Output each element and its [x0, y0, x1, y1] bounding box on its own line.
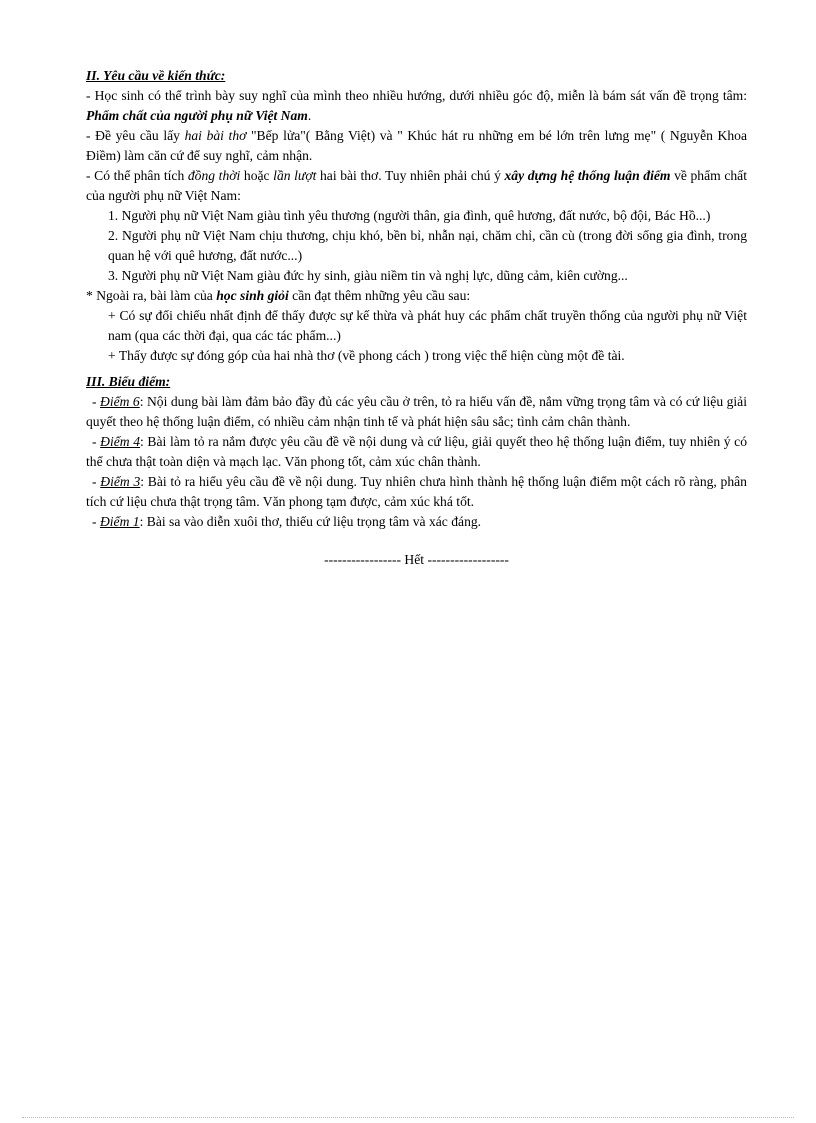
requirement-2-text-b: "Bếp lửa"( Bằng Việt) và " Khúc hát ru những em bé lớn trên lưng mẹ" ( Nguyễn Khoa Điềm) làm căn cứ để suy nghĩ, cảm nhận.: [86, 128, 747, 163]
requirement-3-text-d: về phẩm chất của người phụ nữ Việt Nam:: [86, 168, 747, 203]
requirement-2-emphasis: hai bài thơ: [184, 128, 247, 143]
document-page: [86, 66, 747, 570]
requirement-1-emphasis: Phẩm chất của người phụ nữ Việt Nam: [86, 108, 308, 123]
requirement-3-emphasis-c: xây dựng hệ thống luận điểm: [504, 168, 671, 183]
score-row-6: [86, 392, 747, 432]
section-2-heading: II. Yêu cầu về kiến thức:: [86, 68, 226, 83]
requirement-3-text-b: hoặc: [240, 168, 274, 183]
requirement-paragraph-1: [86, 86, 747, 126]
score-4-text: : Bài làm tỏ ra nắm được yêu cầu đề về nội dung và cứ liệu, giải quyết theo hệ thống luận điểm, tuy nhiên ý có thể chưa thật toàn diện và mạch lạc. Văn phong tốt, cảm xúc chân thành.: [86, 434, 747, 469]
end-marker: ----------------- Hết ------------------: [324, 552, 509, 567]
requirement-3-emphasis-a: đồng thời: [187, 168, 241, 183]
score-3-text: : Bài tỏ ra hiểu yêu cầu đề về nội dung. Tuy nhiên chưa hình thành hệ thống luận điểm một cách rõ ràng, phân tích cứ liệu chưa thật trọng tâm. Văn phong tạm được, cảm xúc khá tốt.: [86, 474, 747, 509]
score-row-3: [86, 472, 747, 512]
requirement-1-text: - Học sinh có thể trình bày suy nghĩ của mình theo nhiều hướng, dưới nhiều góc độ, miễn là bám sát vấn đề trọng tâm:: [86, 88, 747, 103]
score-3-prefix: -: [92, 474, 101, 489]
advanced-requirement: [86, 286, 747, 306]
requirement-paragraph-2: [86, 126, 747, 166]
requirement-2-text-a: - Đề yêu cầu lấy: [86, 128, 185, 143]
score-6-prefix: -: [92, 394, 101, 409]
requirement-3-emphasis-b: lần lượt: [273, 168, 317, 183]
requirement-3-text-c: hai bài thơ. Tuy nhiên phải chú ý: [316, 168, 505, 183]
score-1-prefix: -: [92, 514, 100, 529]
advanced-text-a: * Ngoài ra, bài làm của: [86, 288, 217, 303]
page-bottom-divider: [22, 1117, 794, 1118]
quality-item-1: 1. Người phụ nữ Việt Nam giàu tình yêu thương (người thân, gia đình, quê hương, đất nước, bộ đội, Bác Hồ...): [108, 208, 711, 223]
advanced-emphasis: học sinh giỏi: [216, 288, 289, 303]
advanced-text-b: cần đạt thêm những yêu cầu sau:: [288, 288, 471, 303]
score-4-label: Điểm 4: [100, 434, 141, 449]
score-1-label: Điểm 1: [99, 514, 140, 529]
quality-item-2: 2. Người phụ nữ Việt Nam chịu thương, chịu khó, bền bỉ, nhẫn nại, chăm chỉ, cần cù (trong đời sống gia đình, trong quan hệ với quê hương, đất nước...): [108, 228, 747, 263]
advanced-item-2: + Thấy được sự đóng góp của hai nhà thơ (về phong cách ) trong việc thể hiện cùng một đề tài.: [108, 348, 625, 363]
score-6-label: Điểm 6: [100, 394, 140, 409]
quality-item-3: 3. Người phụ nữ Việt Nam giàu đức hy sinh, giàu niềm tin và nghị lực, dũng cảm, kiên cường...: [108, 268, 628, 283]
section-3-heading: III. Biểu điểm:: [86, 374, 171, 389]
requirement-paragraph-3: [86, 166, 747, 206]
score-4-prefix: -: [92, 434, 101, 449]
score-6-text: : Nội dung bài làm đảm bảo đầy đủ các yêu cầu ở trên, tỏ ra hiểu vấn đề, nắm vững trọng tâm và có cứ liệu giải quyết theo hệ thống luận điểm, có nhiều cảm nhận tinh tế và phát hiện sâu sắc; tình cảm chân thành.: [86, 394, 747, 429]
requirement-1-end: .: [307, 108, 312, 123]
score-3-label: Điểm 3: [100, 474, 141, 489]
score-row-4: [86, 432, 747, 472]
score-1-text: : Bài sa vào diễn xuôi thơ, thiếu cứ liệu trọng tâm và xác đáng.: [139, 514, 482, 529]
requirement-3-text-a: - Có thể phân tích: [86, 168, 188, 183]
score-row-1: [86, 512, 747, 532]
advanced-item-1: + Có sự đối chiếu nhất định để thấy được sự kế thừa và phát huy các phẩm chất truyền thống của người phụ nữ Việt nam (qua các thời đại, qua các tác phẩm...): [108, 308, 747, 343]
